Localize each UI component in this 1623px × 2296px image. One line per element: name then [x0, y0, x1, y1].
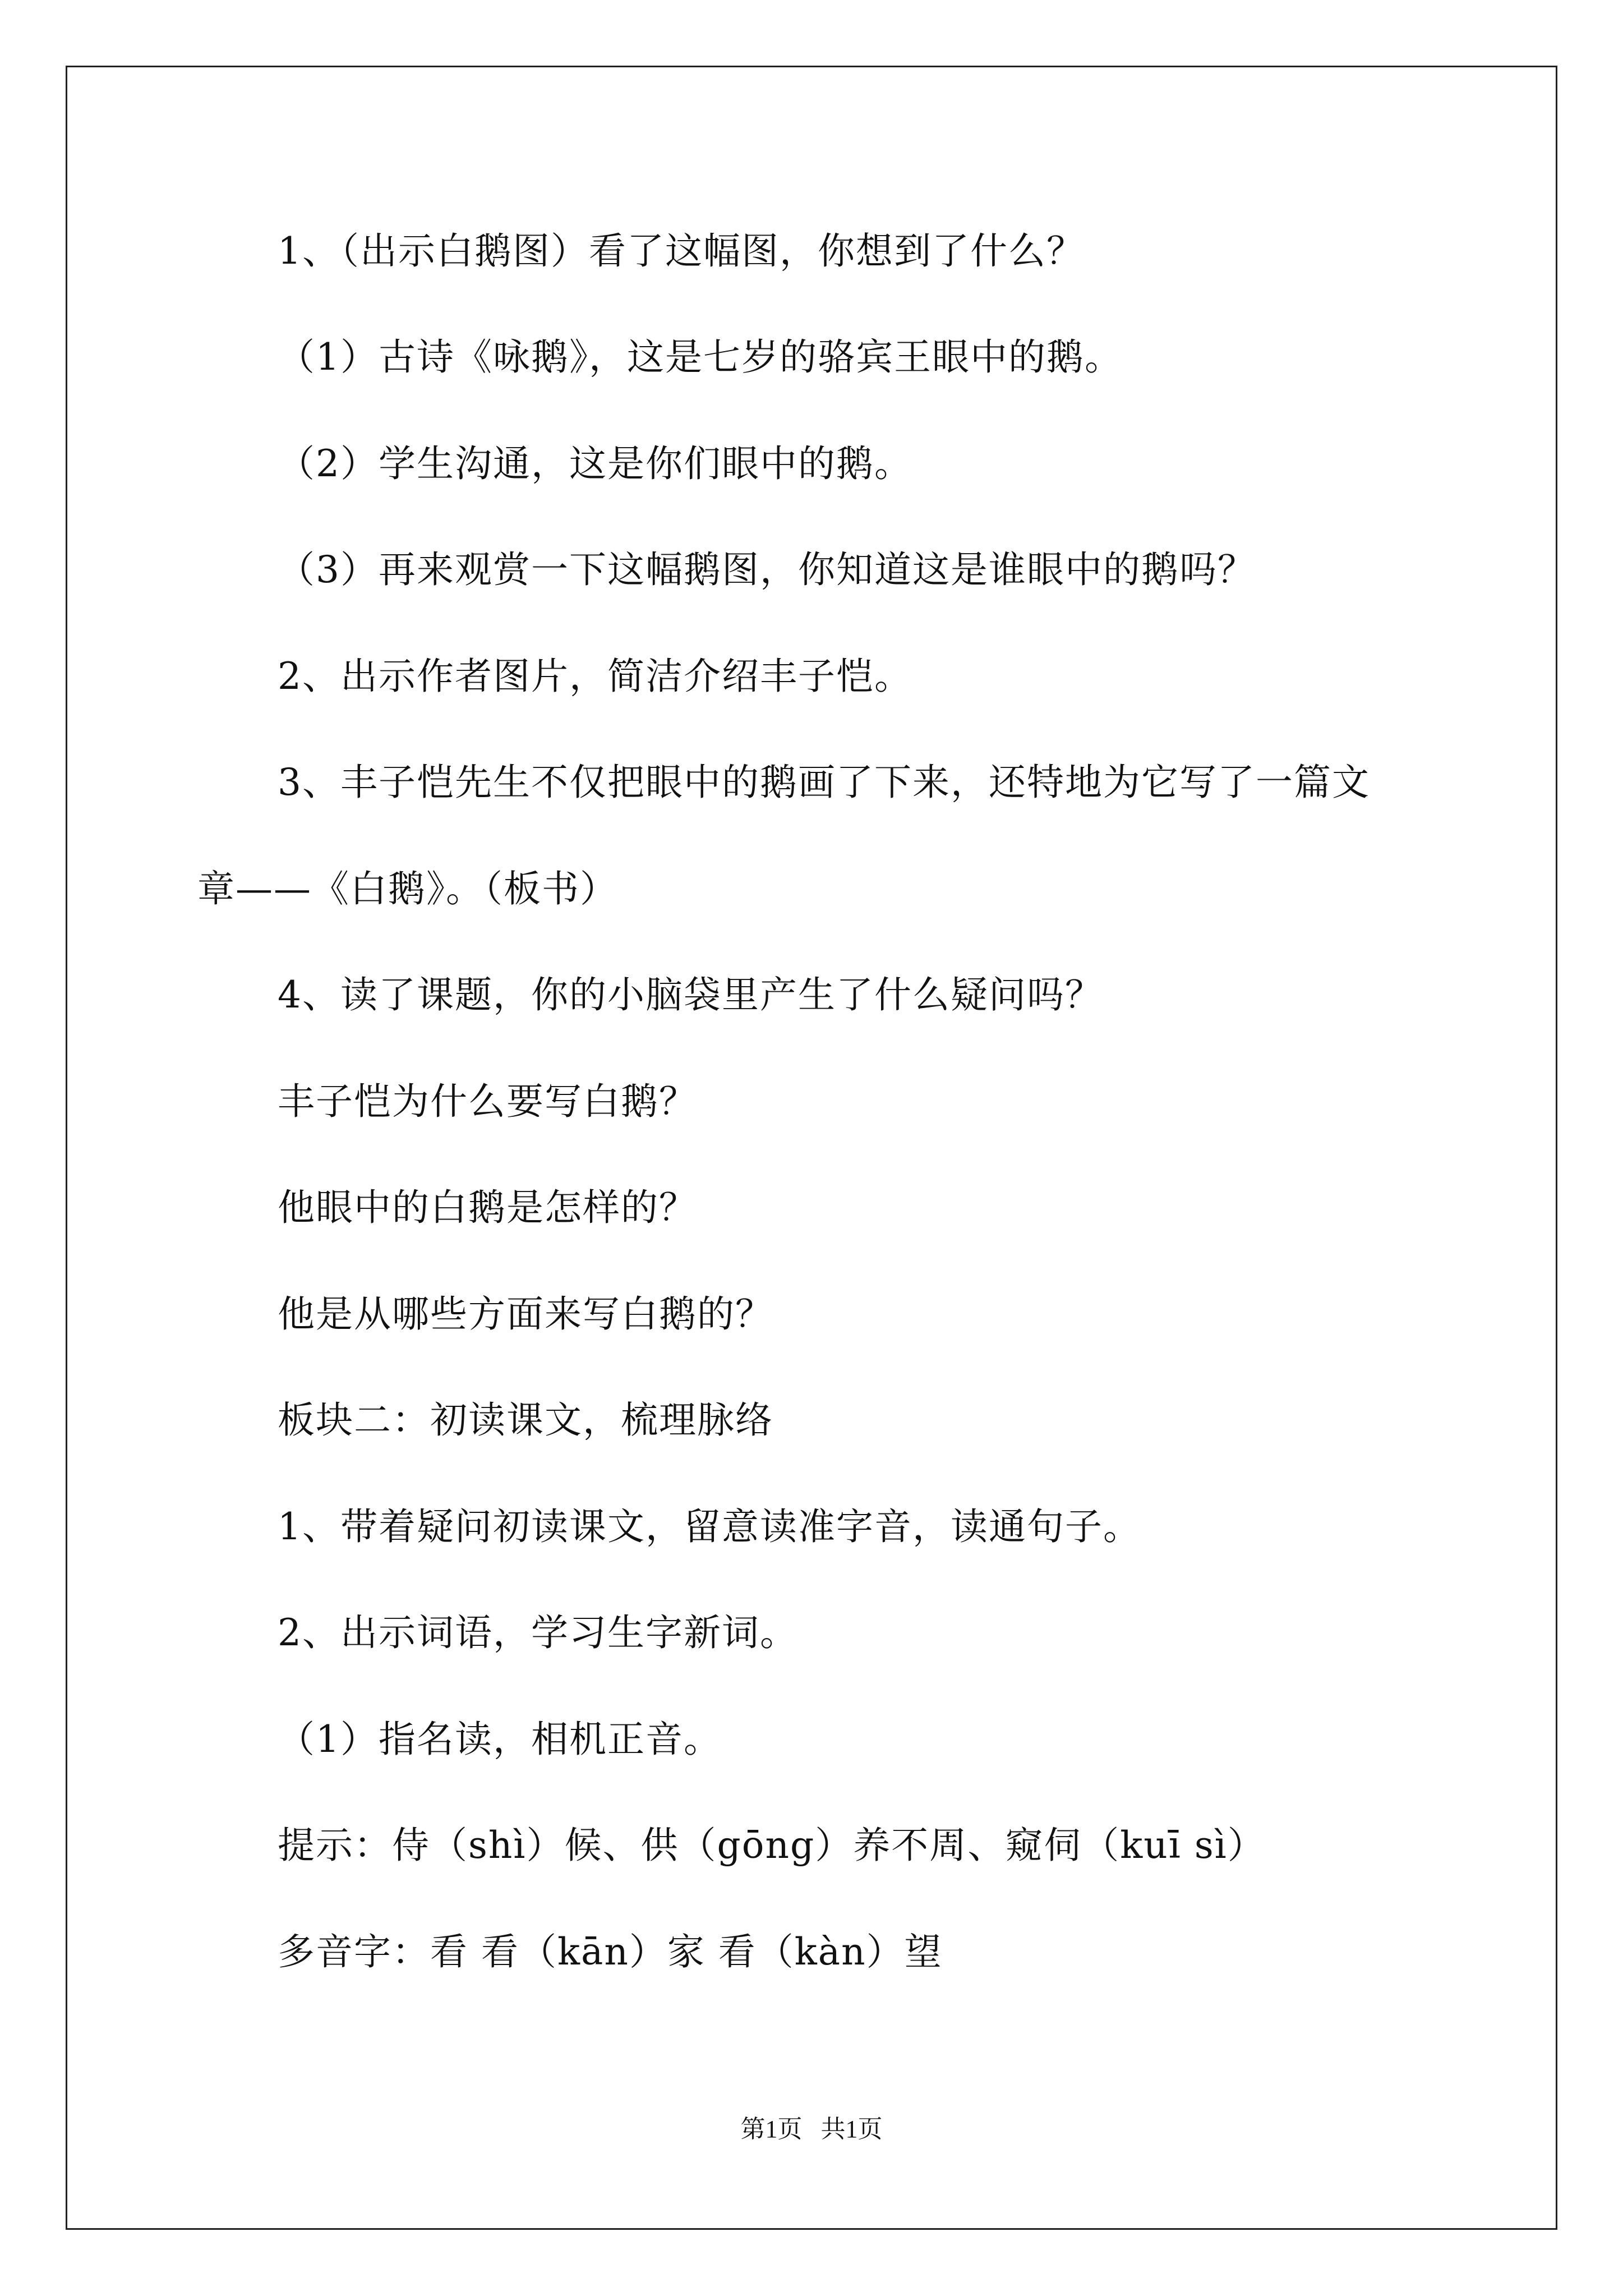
text-line-4: （3）再来观赏一下这幅鹅图，你知道这是谁眼中的鹅吗？	[278, 548, 1256, 591]
text-line-9: 丰子恺为什么要写白鹅？	[278, 1080, 697, 1123]
text-line-16: 提示：侍（shì）候、供（gōng）养不周、窥伺（kuī sì）	[278, 1824, 1266, 1867]
text-line-14: 2、出示词语，学习生字新词。	[278, 1611, 798, 1654]
text-line-13: 1、带着疑问初读课文，留意读准字音，读通句子。	[278, 1505, 1141, 1548]
page-footer: 第1页 共1页	[740, 2115, 883, 2143]
text-line-11: 他是从哪些方面来写白鹅的？	[278, 1292, 773, 1336]
text-line-8: 4、读了课题，你的小脑袋里产生了什么疑问吗？	[278, 973, 1103, 1016]
page-border	[66, 66, 1557, 2230]
text-line-17: 多音字：看 看（kān）家 看（kàn）望	[278, 1930, 943, 1973]
section-heading: 板块二：初读课文，梳理脉络	[278, 1398, 773, 1442]
text-line-7: 章——《白鹅》。（板书）	[197, 867, 618, 910]
text-line-1: 1、（出示白鹅图）看了这幅图，你想到了什么？	[278, 229, 1085, 273]
text-line-6: 3、丰子恺先生不仅把眼中的鹅画了下来，还特地为它写了一篇文	[278, 761, 1370, 804]
text-line-5: 2、出示作者图片，简洁介绍丰子恺。	[278, 655, 912, 698]
text-line-10: 他眼中的白鹅是怎样的？	[278, 1186, 697, 1229]
text-line-2: （1）古诗《咏鹅》，这是七岁的骆宾王眼中的鹅。	[278, 335, 1123, 379]
text-line-15: （1）指名读，相机正音。	[278, 1718, 722, 1761]
text-line-3: （2）学生沟通，这是你们眼中的鹅。	[278, 442, 912, 485]
